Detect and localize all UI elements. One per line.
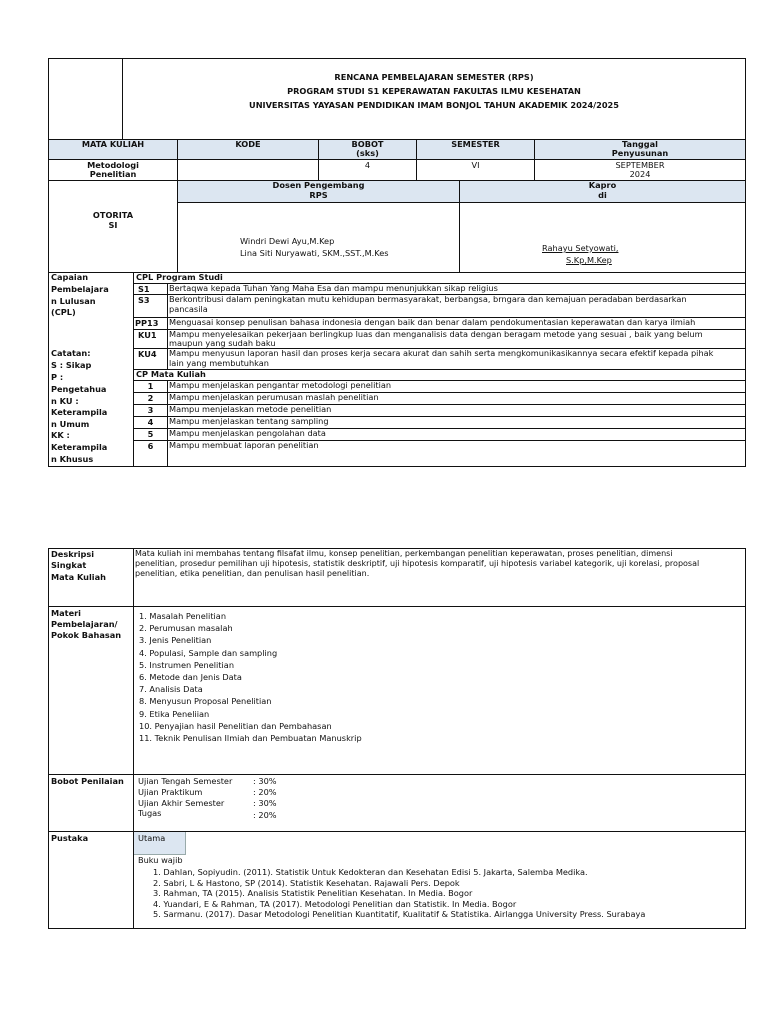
cpl-text-s3: Berkontribusi dalam peningkatan mutu kehidupan bermasyarakat, berbangsa, brngara dan kemajuan peradaban berdasarkan [169, 294, 687, 304]
deskripsi-text-3: penelitian, etika penelitian, dan penulisan hasil penelitian. [135, 569, 370, 578]
pustaka-list [153, 867, 645, 920]
cpl-text-s1: Bertaqwa kepada Tuhan Yang Maha Esa dan mampu menunjukkan sikap religius [169, 283, 498, 293]
course-date-l2: 2024 [629, 169, 651, 179]
cpl-code-ku1: KU1 [138, 330, 157, 340]
title-line-1: RENCANA PEMBELAJARAN SEMESTER (RPS) [334, 72, 534, 82]
pustaka-buku-wajib: Buku wajib [138, 855, 183, 865]
cpl-code-ku4: KU4 [138, 349, 157, 359]
deskripsi-label-2: Singkat [51, 560, 87, 570]
list-item: 2. Sabri, L & Hastono, SP (2014). Statistik Kesehatan. Rajawali Pers. Depok [153, 877, 460, 888]
note-1: Catatan: [51, 348, 91, 358]
cpmk-no-3: 3 [147, 405, 154, 415]
cpmk-text-4: Mampu menjelaskan tentang sampling [169, 416, 329, 426]
kapro-name-2: S.Kp,M.Kep [566, 255, 612, 265]
col-kode: KODE [235, 139, 261, 149]
cpmk-text-3: Mampu menjelaskan metode penelitian [169, 404, 332, 414]
list-item: 5. Sarmanu. (2017). Dasar Metodologi Penelitian Kuantitatif, Kualitatif & Statistika. Airlangga University Press. Surabaya [153, 909, 646, 919]
course-date-l1: SEPTEMBER [615, 160, 665, 170]
note-8: KK : [51, 430, 70, 440]
note-10: n Khusus [51, 454, 94, 464]
course-sks: 4 [364, 160, 371, 170]
cpmk-text-6: Mampu membuat laporan penelitian [169, 440, 319, 450]
list-item: 1. Masalah Penelitian [139, 611, 227, 621]
materi-label-3: Pokok Bahasan [51, 630, 122, 640]
dosen-title-l2: RPS [309, 190, 328, 200]
cpmk-no-5: 5 [147, 429, 154, 439]
title-line-3: UNIVERSITAS YAYASAN PENDIDIKAN IMAM BONJOL TAHUN AKADEMIK 2024/2025 [249, 100, 619, 110]
otorita-label-l2: SI [108, 220, 118, 230]
cpl-text-pp13: Menguasai konsep penulisan bahasa indonesia dengan baik dan benar dalam pendokumentasian keperawatan dan karya ilmiah [169, 317, 696, 327]
list-item: 3. Jenis Penelitian [139, 635, 212, 646]
deskripsi-label-1: Deskripsi [51, 549, 95, 559]
col-bobot-l2: (sks) [356, 148, 379, 158]
cpl-text-ku4-2: lain yang membutuhkan [169, 358, 269, 368]
cpmk-no-2: 2 [147, 393, 154, 403]
course-name-l1: Metodologi [87, 160, 139, 170]
list-item: 11. Teknik Penulisan Ilmiah dan Pembuatan Manuskrip [139, 733, 362, 744]
deskripsi-label-3: Mata Kuliah [51, 572, 106, 582]
materi-list [139, 610, 362, 744]
kapro-title-l2: di [598, 190, 607, 200]
kapro-name-1: Rahayu Setyowati, [542, 243, 619, 253]
list-item: 1. Dahlan, Sopiyudin. (2011). Statistik Untuk Kedokteran dan Kesehatan Edisi 5. Jakarta, Salemba Medika. [153, 867, 588, 877]
col-bobot-l1: BOBOT [351, 139, 384, 149]
cpmk-text-1: Mampu menjelaskan pengantar metodologi penelitian [169, 380, 392, 390]
bobot-value-2: : 20% [253, 787, 277, 797]
cpmk-no-4: 4 [147, 417, 154, 427]
bobot-value-1: : 30% [253, 776, 277, 786]
bobot-name-4: Tugas [138, 808, 162, 818]
dosen-name-2: Lina Siti Nuryawati, SKM.,SST.,M.Kes [240, 248, 389, 258]
course-name-l2: Penelitian [89, 169, 137, 179]
cpl-prodi-title: CPL Program Studi [136, 272, 223, 282]
bobot-label: Bobot Penilaian [51, 776, 124, 786]
title-line-2: PROGRAM STUDI S1 KEPERAWATAN FAKULTAS ILMU KESEHATAN [287, 86, 581, 96]
kapro-title-l1: Kapro [588, 180, 617, 190]
cpl-text-s3-2: pancasila [169, 304, 208, 314]
list-item: 10. Penyajian hasil Penelitian dan Pembahasan [139, 720, 332, 731]
cpl-code-s3: S3 [138, 295, 150, 305]
cpmk-text-5: Mampu menjelaskan pengolahan data [169, 428, 326, 438]
cpl-label-4: (CPL) [51, 307, 76, 317]
list-item: 9. Etika Peneliian [139, 708, 210, 719]
cpl-label-1: Capaian [51, 272, 89, 282]
dosen-title-l1: Dosen Pengembang [272, 180, 365, 190]
col-semester: SEMESTER [451, 139, 500, 149]
list-item: 6. Metode dan Jenis Data [139, 672, 242, 683]
list-item: 8. Menyusun Proposal Penelitian [139, 696, 272, 707]
deskripsi-text-1: Mata kuliah ini membahas tentang filsafat ilmu, konsep penelitian, perkembangan penelitian keperawatan, proses penelitian, dimensi [135, 549, 673, 558]
cpl-label-2: Pembelajara [51, 284, 109, 294]
list-item: 4. Populasi, Sample dan sampling [139, 647, 278, 658]
note-3: P : [51, 372, 64, 382]
note-2: S : Sikap [51, 360, 92, 370]
col-tanggal-l1: Tanggal [622, 139, 658, 149]
col-mata-kuliah: MATA KULIAH [81, 139, 145, 149]
cpl-code-pp13: PP13 [135, 318, 159, 328]
note-6: Keterampila [51, 407, 108, 417]
cpmk-no-6: 6 [147, 441, 154, 451]
bobot-value-3: : 30% [253, 798, 277, 808]
cpl-text-ku4: Mampu menyusun laporan hasil dan proses kerja secara akurat dan sahih serta mengkomunikasikannya secara efektif kepada pihak [169, 348, 714, 358]
list-item: 2. Perumusan masalah [139, 623, 233, 634]
deskripsi-text-2: penelitian, prosedur pemilihan uji hipotesis, statistik deskriptif, uji hipotesis komparatif, uji hipotesis variabel kategorik, uji korelasi, proposal [135, 559, 700, 568]
cpmk-text-2: Mampu menjelaskan perumusan maslah penelitian [169, 392, 379, 402]
note-7: n Umum [51, 419, 90, 429]
note-4: Pengetahua [51, 384, 107, 394]
cpmk-title: CP Mata Kuliah [136, 369, 206, 379]
list-item: 4. Yuandari, E & Rahman, TA (2017). Metodologi Penelitian dan Statistik. In Media. Bogor [153, 898, 517, 909]
note-5: n KU : [51, 396, 79, 406]
cpl-text-ku1-2: maupun yang sudah baku [169, 338, 276, 348]
list-item: 3. Rahman, TA (2015). Analisis Statistik Penelitian Kesehatan. In Media. Bogor [153, 888, 473, 898]
list-item: 7. Analisis Data [139, 684, 203, 695]
note-9: Keterampila [51, 442, 108, 452]
col-tanggal-l2: Penyusunan [611, 148, 669, 158]
dosen-name-1: Windri Dewi Ayu,M.Kep [240, 236, 335, 246]
otorita-label-l1: OTORITA [92, 210, 134, 220]
cpl-code-s1: S1 [138, 284, 150, 294]
list-item: 5. Instrumen Penelitian [139, 659, 235, 670]
cpmk-no-1: 1 [147, 381, 154, 391]
materi-label-1: Materi [51, 608, 81, 618]
materi-label-2: Pembelajaran/ [51, 619, 118, 629]
bobot-name-1: Ujian Tengah Semester [138, 776, 233, 786]
bobot-name-2: Ujian Praktikum [138, 787, 203, 797]
course-semester: VI [471, 160, 480, 170]
pustaka-label: Pustaka [51, 833, 89, 843]
cpl-label-3: n Lulusan [51, 296, 96, 306]
cpl-text-ku1: Mampu menyelesaikan pekerjaan berlingkup luas dan menganalisis data dengan beragam metode yang sesuai , baik yang belum [169, 329, 703, 339]
pustaka-utama: Utama [138, 833, 166, 843]
bobot-value-4: : 20% [253, 810, 277, 820]
bobot-name-3: Ujian Akhir Semester [138, 798, 225, 808]
